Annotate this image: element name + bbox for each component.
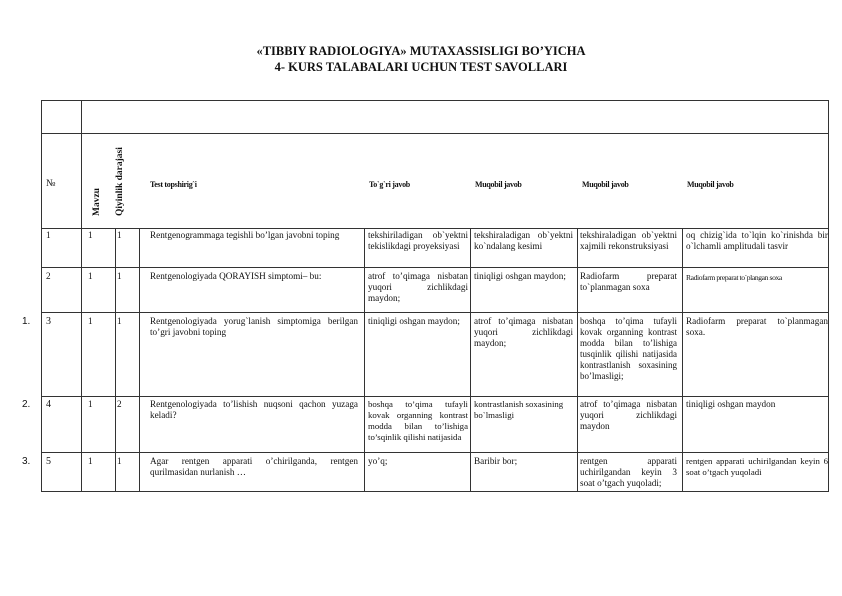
- row2-alt3: Radiofarm preparat to`plangan soxa: [686, 273, 782, 282]
- row4-alt3: tiniqligi oshgan maydon: [686, 399, 776, 409]
- row1-alt3: oq chizig`ida to`lqin ko`rinishda bir o`lchamli amplitudali tasvir: [686, 230, 828, 251]
- header-qiyinlik: Qiyinlik darajasi: [115, 147, 125, 216]
- table-rule: [364, 228, 365, 492]
- table-rule: [115, 228, 116, 492]
- table-rule: [41, 133, 829, 134]
- header-correct-answer: To`g`ri javob: [369, 180, 410, 189]
- row3-list-marker: 1.: [22, 316, 31, 327]
- row5-qiyinlik: 1: [117, 456, 122, 466]
- row4-alt1: kontrastlanish soxasining bo`lmasligi: [474, 399, 564, 420]
- table-rule: [41, 228, 829, 229]
- table-border-bottom: [41, 491, 829, 492]
- row3-qiyinlik: 1: [117, 316, 122, 326]
- row5-alt3: rentgen apparati uchirilgandan keyin 6 soat o’tgach yuqoladi: [686, 456, 828, 477]
- row2-mavzu: 1: [88, 271, 93, 281]
- row3-correct: tiniqligi oshgan maydon;: [368, 316, 460, 326]
- row2-alt2: Radiofarm preparat to`planmagan soxa: [580, 271, 677, 292]
- row5-list-marker: 3.: [22, 456, 31, 467]
- header-task: Test topshirig`i: [150, 180, 197, 189]
- row4-mavzu: 1: [88, 399, 93, 409]
- row3-number: 3: [46, 316, 51, 327]
- row1-alt2: tekshiraladigan ob`yektni xajmili rekonstruksiyasi: [580, 230, 677, 251]
- table-rule: [139, 228, 140, 492]
- table-rule: [41, 267, 829, 268]
- row4-qiyinlik: 2: [117, 399, 122, 409]
- header-number: №: [46, 178, 56, 189]
- row4-correct: boshqa to’qima tufayli kovak organning kontrast modda bilan to’lishiga to’sqinlik qilishi natijasida: [368, 399, 468, 442]
- table-rule: [41, 452, 829, 453]
- document-title-line2: 4- KURS TALABALARI UCHUN TEST SAVOLLARI: [274, 60, 568, 74]
- row3-alt2: boshqa to’qima tufayli kovak organning kontrast modda bilan to’lishiga tusqinlik qilishi natijasida kontrastlanish soxasining bo’lmasligi;: [580, 316, 677, 381]
- table-border-right: [828, 100, 829, 492]
- header-mavzu: Mavzu: [92, 188, 102, 216]
- row2-number: 2: [46, 271, 51, 281]
- header-alternative-3: Muqobil javob: [687, 180, 734, 189]
- row5-number: 5: [46, 456, 51, 467]
- row5-alt1: Baribir bor;: [474, 456, 518, 466]
- table-rule: [41, 312, 829, 313]
- row1-number: 1: [46, 230, 51, 240]
- table-rule: [470, 228, 471, 492]
- row3-task: Rentgenologiyada yorug`lanish simptomiga berilgan to’gri javobni toping: [150, 316, 358, 337]
- row3-mavzu: 1: [88, 316, 93, 326]
- row1-alt1: tekshiraladigan ob`yektni ko`ndalang kesimi: [474, 230, 573, 251]
- header-alternative-1: Muqobil javob: [475, 180, 522, 189]
- row1-task: Rentgenogrammaga tegishli bo’lgan javobni toping: [150, 230, 340, 240]
- row4-task: Rentgenologiyada to’lishish nuqsoni qachon yuzaga keladi?: [150, 399, 358, 420]
- header-alternative-2: Muqobil javob: [582, 180, 629, 189]
- row5-task: Agar rentgen apparati o’chirilganda, rentgen qurilmasidan nurlanish …: [150, 456, 358, 477]
- table-rule: [81, 100, 82, 492]
- table-rule: [682, 228, 683, 492]
- row1-correct: tekshiriladigan ob`yektni tekislikdagi proyeksiyasi: [368, 230, 468, 251]
- row4-number: 4: [46, 399, 51, 410]
- row5-alt2: rentgen apparati uchirilgandan keyin 3 soat o’tgach yuqoladi;: [580, 456, 677, 488]
- document-title-line1: «TIBBIY RADIOLOGIYA» MUTAXASSISLIGI BO’YICHA: [256, 44, 586, 58]
- row2-task: Rentgenologiyada QORAYISH simptomi– bu:: [150, 271, 322, 281]
- row2-alt1: tiniqligi oshgan maydon;: [474, 271, 566, 281]
- table-border-left: [41, 100, 42, 492]
- table-rule: [577, 228, 578, 492]
- row2-qiyinlik: 1: [117, 271, 122, 281]
- row3-alt3: Radiofarm preparat to`planmagan soxa.: [686, 316, 828, 337]
- row2-correct: atrof to’qimaga nisbatan yuqori zichlikdagi maydon;: [368, 271, 468, 303]
- row5-correct: yo’q;: [368, 456, 388, 466]
- row3-alt1: atrof to’qimaga nisbatan yuqori zichlikdagi maydon;: [474, 316, 573, 348]
- row4-alt2: atrof to’qimaga nisbatan yuqori zichlikdagi maydon: [580, 399, 677, 431]
- table-border-top: [41, 100, 829, 101]
- row1-qiyinlik: 1: [117, 230, 122, 240]
- row4-list-marker: 2.: [22, 399, 31, 410]
- table-rule: [41, 396, 829, 397]
- row5-mavzu: 1: [88, 456, 93, 466]
- row1-mavzu: 1: [88, 230, 93, 240]
